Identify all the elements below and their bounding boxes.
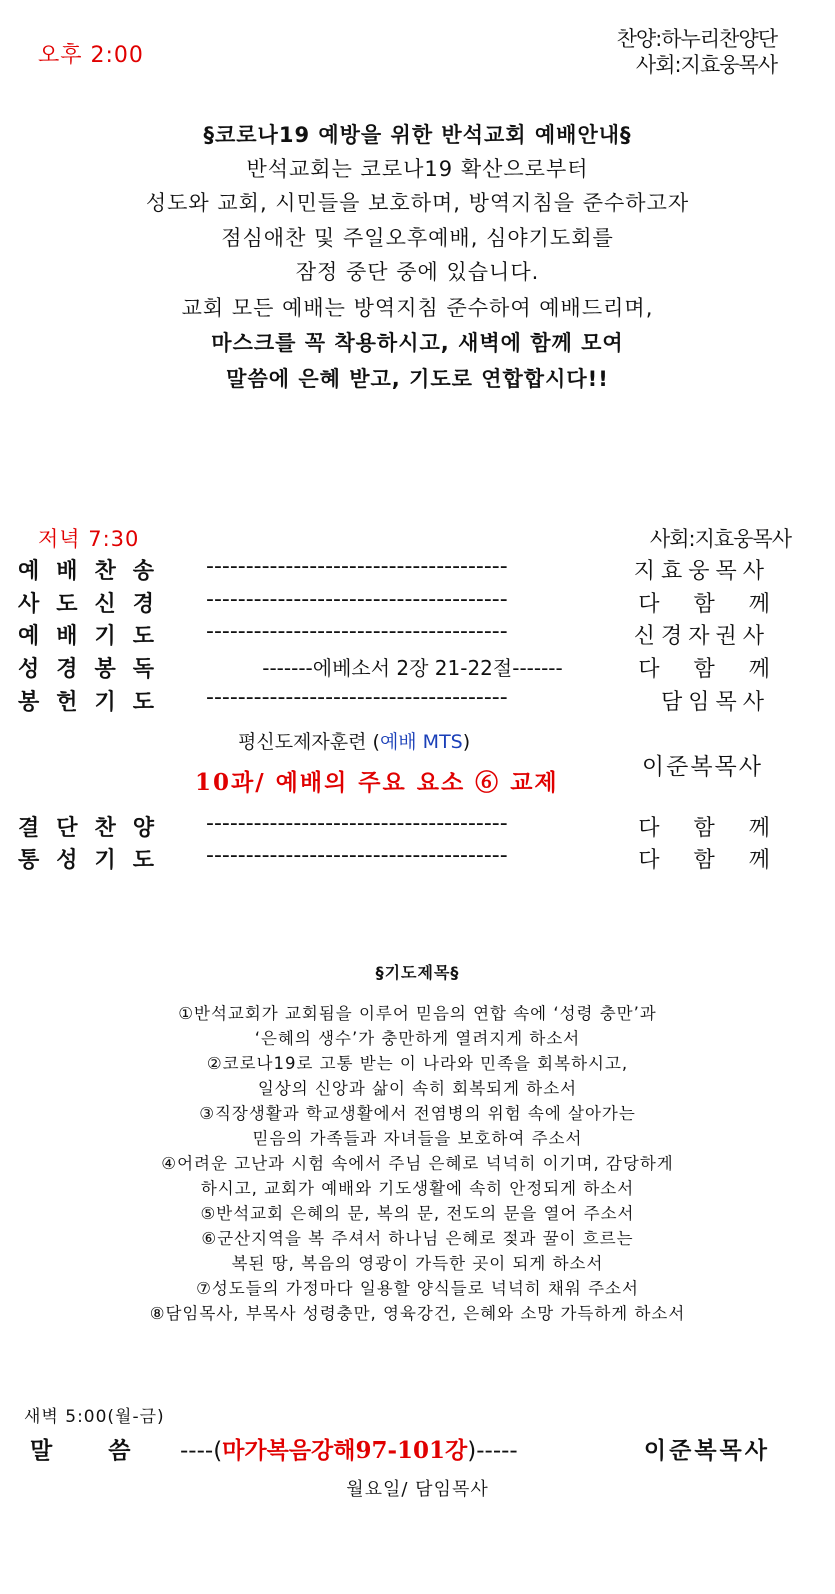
program-leader: 다함께 (638, 848, 804, 873)
scripture-reference: -------에베소서 2장 21-22절------- (262, 656, 563, 680)
afternoon-credits (617, 26, 777, 78)
dawn-time: 새벽 5:00(월-금) (24, 1407, 165, 1427)
program-row (18, 554, 770, 586)
notice-line: 교회 모든 예배는 방역지침 준수하여 예배드리며, (181, 296, 654, 320)
program-row (18, 685, 770, 717)
program-row (18, 619, 770, 651)
notice-title: §코로나19 예방을 위한 반석교회 예배안내§ (203, 123, 632, 147)
training-close: ) (462, 731, 471, 753)
prayer-line: 믿음의 가족들과 자녀들을 보호하여 주소서 (252, 1129, 583, 1148)
program-row (18, 652, 804, 684)
notice-line: 마스크를 꼭 착용하시고, 새벽에 함께 모여 (211, 331, 624, 355)
program-leader: 지효웅목사 (633, 559, 770, 584)
prayer-line: ④어려운 고난과 시험 속에서 주님 은혜로 넉넉히 이기며, 감당하게 (161, 1154, 674, 1173)
notice-line: 말씀에 은혜 받고, 기도로 연합합시다!! (226, 367, 609, 391)
prayer-line: 일상의 신앙과 삶이 속히 회복되게 하소서 (257, 1079, 578, 1098)
dawn-word-row (30, 1432, 770, 1466)
program-dashes: -------------------------------------- (206, 843, 508, 868)
word-series: 마가복음강해97-101강 (222, 1437, 468, 1464)
training-lecturer: 이준복목사 (641, 754, 763, 780)
word-speaker: 이준복목사 (643, 1438, 770, 1464)
notice-line: 반석교회는 코로나19 확산으로부터 (246, 157, 589, 181)
program-row (18, 843, 804, 875)
prayer-line: ⑦성도들의 가정마다 일용할 양식들로 넉넉히 채워 주소서 (196, 1279, 639, 1298)
word-label: 말씀 (30, 1438, 187, 1464)
program-dashes: -------------------------------------- (206, 619, 508, 644)
evening-host: 사회:지효웅목사 (649, 527, 791, 551)
prayer-line: ③직장생활과 학교생활에서 전염병의 위험 속에 살아가는 (199, 1104, 636, 1123)
program-item: 성경봉독 (18, 657, 172, 682)
program-dashes: -------------------------------------- (206, 554, 508, 579)
word-prefix: ----( (180, 1438, 223, 1464)
prayer-line: 하시고, 교회가 예배와 기도생활에 속히 안정되게 하소서 (200, 1179, 635, 1198)
program-item: 사도신경 (18, 592, 172, 617)
lesson-title: 10과/ 예배의 주요 요소 ⑥ 교제 (195, 769, 559, 796)
program-leader: 다함께 (638, 657, 804, 682)
prayer-line: ⑤반석교회 은혜의 문, 복의 문, 전도의 문을 열어 주소서 (200, 1204, 635, 1223)
program-item: 예배찬송 (18, 559, 172, 584)
notice-line: 잠정 중단 중에 있습니다. (295, 260, 540, 284)
program-leader: 담임목사 (660, 690, 770, 715)
praise-team: 찬양:하누리찬양단 (616, 27, 777, 51)
training-name: 평신도제자훈련 ( (238, 731, 380, 753)
word-suffix: )----- (467, 1438, 518, 1464)
prayer-line: ②코로나19로 고통 받는 이 나라와 민족을 회복하시고, (206, 1054, 629, 1073)
notice-line: 점심애찬 및 주일오후예배, 심야기도회를 (221, 226, 614, 250)
prayer-line: ①반석교회가 교회됨을 이루어 믿음의 연합 속에 ‘성령 충만’과 (178, 1004, 657, 1023)
program-leader: 신경자권사 (633, 624, 770, 649)
prayer-line: ⑧담임목사, 부목사 성령충만, 영육강건, 은혜와 소망 가득하게 하소서 (149, 1304, 686, 1323)
program-item: 봉헌기도 (18, 690, 172, 715)
word-series-wrap (180, 1432, 518, 1465)
program-leader: 다함께 (638, 816, 804, 841)
training-highlight: 예배 MTS (379, 731, 463, 753)
program-dashes: -------------------------------------- (206, 811, 508, 836)
notice-line: 성도와 교회, 시민들을 보호하며, 방역지침을 준수하고자 (145, 191, 690, 215)
program-dashes: -------------------------------------- (206, 587, 508, 612)
program-row (18, 811, 804, 843)
afternoon-time: 오후 2:00 (38, 43, 144, 68)
prayer-line: 복된 땅, 복음의 영광이 가득한 곳이 되게 하소서 (231, 1254, 604, 1273)
program-dashes: -------------------------------------- (206, 685, 508, 710)
afternoon-host: 사회:지효웅목사 (635, 53, 777, 77)
prayer-title: §기도제목§ (375, 963, 460, 982)
training-label (238, 727, 470, 754)
prayer-line: ⑥군산지역을 복 주셔서 하나님 은혜로 젖과 꿀이 흐르는 (201, 1229, 634, 1248)
program-item: 통성기도 (18, 848, 172, 873)
evening-time: 저녁 7:30 (38, 527, 140, 551)
prayer-line: ‘은혜의 생수’가 충만하게 열려지게 하소서 (254, 1029, 581, 1048)
program-item: 예배기도 (18, 624, 172, 649)
dawn-subtitle: 월요일/ 담임목사 (346, 1479, 489, 1500)
program-leader: 다함께 (638, 592, 804, 617)
program-item: 결단찬양 (18, 816, 172, 841)
program-row (18, 587, 804, 619)
